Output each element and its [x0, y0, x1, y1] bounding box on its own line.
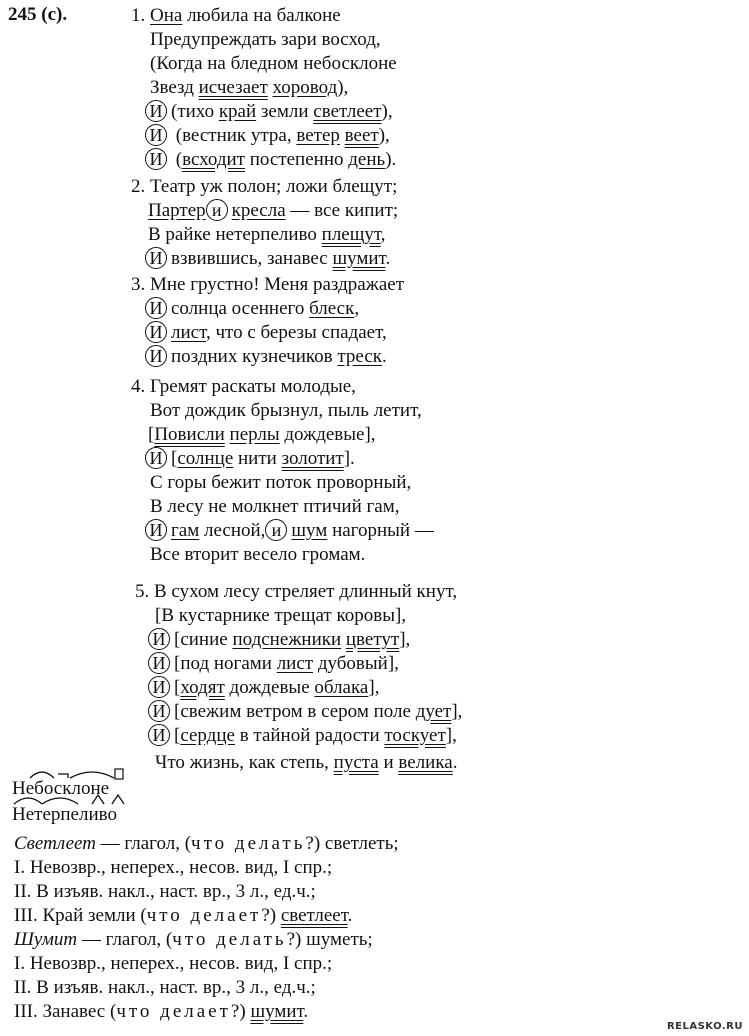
watermark: RELASKO.RU — [666, 1021, 743, 1032]
poem-line: 3. Мне грустно! Меня раздражает — [131, 274, 404, 295]
poem-line: 2. Театр уж полон; ложи блещут; — [131, 176, 398, 197]
analysis-line: III. Занавес (что делает?) шумит. — [14, 1001, 309, 1022]
conjunction-circle: и — [206, 199, 228, 221]
poem-line: Звезд исчезает хоровод), — [150, 77, 349, 98]
poem-line: Все вторит весело громам. — [150, 544, 366, 565]
morpheme-marks-icon — [12, 766, 127, 780]
poem-line: 4. Гремят раскаты молодые, — [131, 376, 356, 397]
poem-line: И лист, что с березы спадает, — [145, 321, 387, 345]
analysis-line: II. В изъяв. накл., наст. вр., 3 л., ед.ч.; — [14, 881, 316, 902]
poem-line: И [под ногами лист дубовый], — [148, 652, 399, 676]
poem-line: В райке нетерпеливо плещут, — [148, 224, 386, 245]
poem-line: Вот дождик брызнул, пыль летит, — [150, 400, 422, 421]
conjunction-circle: И — [145, 345, 167, 367]
poem-line: И [сердце в тайной радости тоскует], — [148, 724, 457, 748]
poem-line: И [солнце нити золотит]. — [145, 447, 355, 471]
poem-line: И [синие подснежники цветут], — [148, 628, 410, 652]
poem-line: И солнца осеннего блеск, — [145, 297, 359, 321]
conjunction-circle: И — [145, 321, 167, 343]
conjunction-circle: И — [148, 628, 170, 650]
conjunction-circle: И — [145, 100, 167, 122]
poem-line: И (всходит постепенно день). — [145, 148, 396, 172]
morphemic-word-2: Нетерпеливо — [12, 804, 117, 826]
poem-line: И гам лесной, и шум нагорный — — [145, 519, 434, 543]
poem-line: [Повисли перлы дождевые], — [148, 424, 376, 445]
conjunction-circle: И — [145, 447, 167, 469]
analysis-line: II. В изъяв. накл., наст. вр., 3 л., ед.ч.; — [14, 977, 316, 998]
poem-line: И (вестник утра, ветер веет), — [145, 124, 390, 148]
poem-line: И [ходят дождевые облака], — [148, 676, 379, 700]
poem-line: И (тихо край земли светлеет), — [145, 100, 393, 124]
conjunction-circle: и — [265, 519, 287, 541]
poem-line: Что жизнь, как степь, пуста и велика. — [155, 752, 458, 773]
exercise-number: 245 (с). — [8, 4, 68, 25]
conjunction-circle: И — [145, 148, 167, 170]
analysis-line: I. Невозвр., неперех., несов. вид, I спр.; — [14, 953, 333, 974]
analysis-line: I. Невозвр., неперех., несов. вид, I спр.; — [14, 857, 333, 878]
poem-line: И [свежим ветром в сером поле дует], — [148, 700, 462, 724]
morpheme-marks-icon — [12, 792, 132, 806]
poem-line: (Когда на бледном небосклоне — [150, 53, 397, 74]
conjunction-circle: И — [145, 124, 167, 146]
poem-line: И поздних кузнечиков треск. — [145, 345, 387, 369]
analysis-line: Светлеет — глагол, (что делать?) светлеть; — [14, 833, 399, 854]
conjunction-circle: И — [145, 297, 167, 319]
poem-line: Предупреждать зари восход, — [150, 29, 381, 50]
analysis-line: Шумит — глагол, (что делать?) шуметь; — [14, 929, 373, 950]
conjunction-circle: И — [148, 676, 170, 698]
poem-line: Партер и кресла — все кипит; — [148, 200, 399, 221]
conjunction-circle: И — [148, 724, 170, 746]
poem-line: С горы бежит поток проворный, — [150, 472, 412, 493]
poem-line: В лесу не молкнет птичий гам, — [150, 496, 400, 517]
poem-line: И взвившись, занавес шумит. — [145, 247, 390, 271]
poem-line: 1. Она любила на балконе — [131, 5, 341, 26]
morphemic-word-1: Небосклоне — [12, 778, 109, 800]
poem-line: 5. В сухом лесу стреляет длинный кнут, — [135, 581, 458, 602]
conjunction-circle: И — [145, 519, 167, 541]
conjunction-circle: И — [148, 700, 170, 722]
poem-line: [В кустарнике трещат коровы], — [155, 605, 407, 626]
analysis-line: III. Край земли (что делает?) светлеет. — [14, 905, 353, 926]
conjunction-circle: И — [148, 652, 170, 674]
conjunction-circle: И — [145, 247, 167, 269]
